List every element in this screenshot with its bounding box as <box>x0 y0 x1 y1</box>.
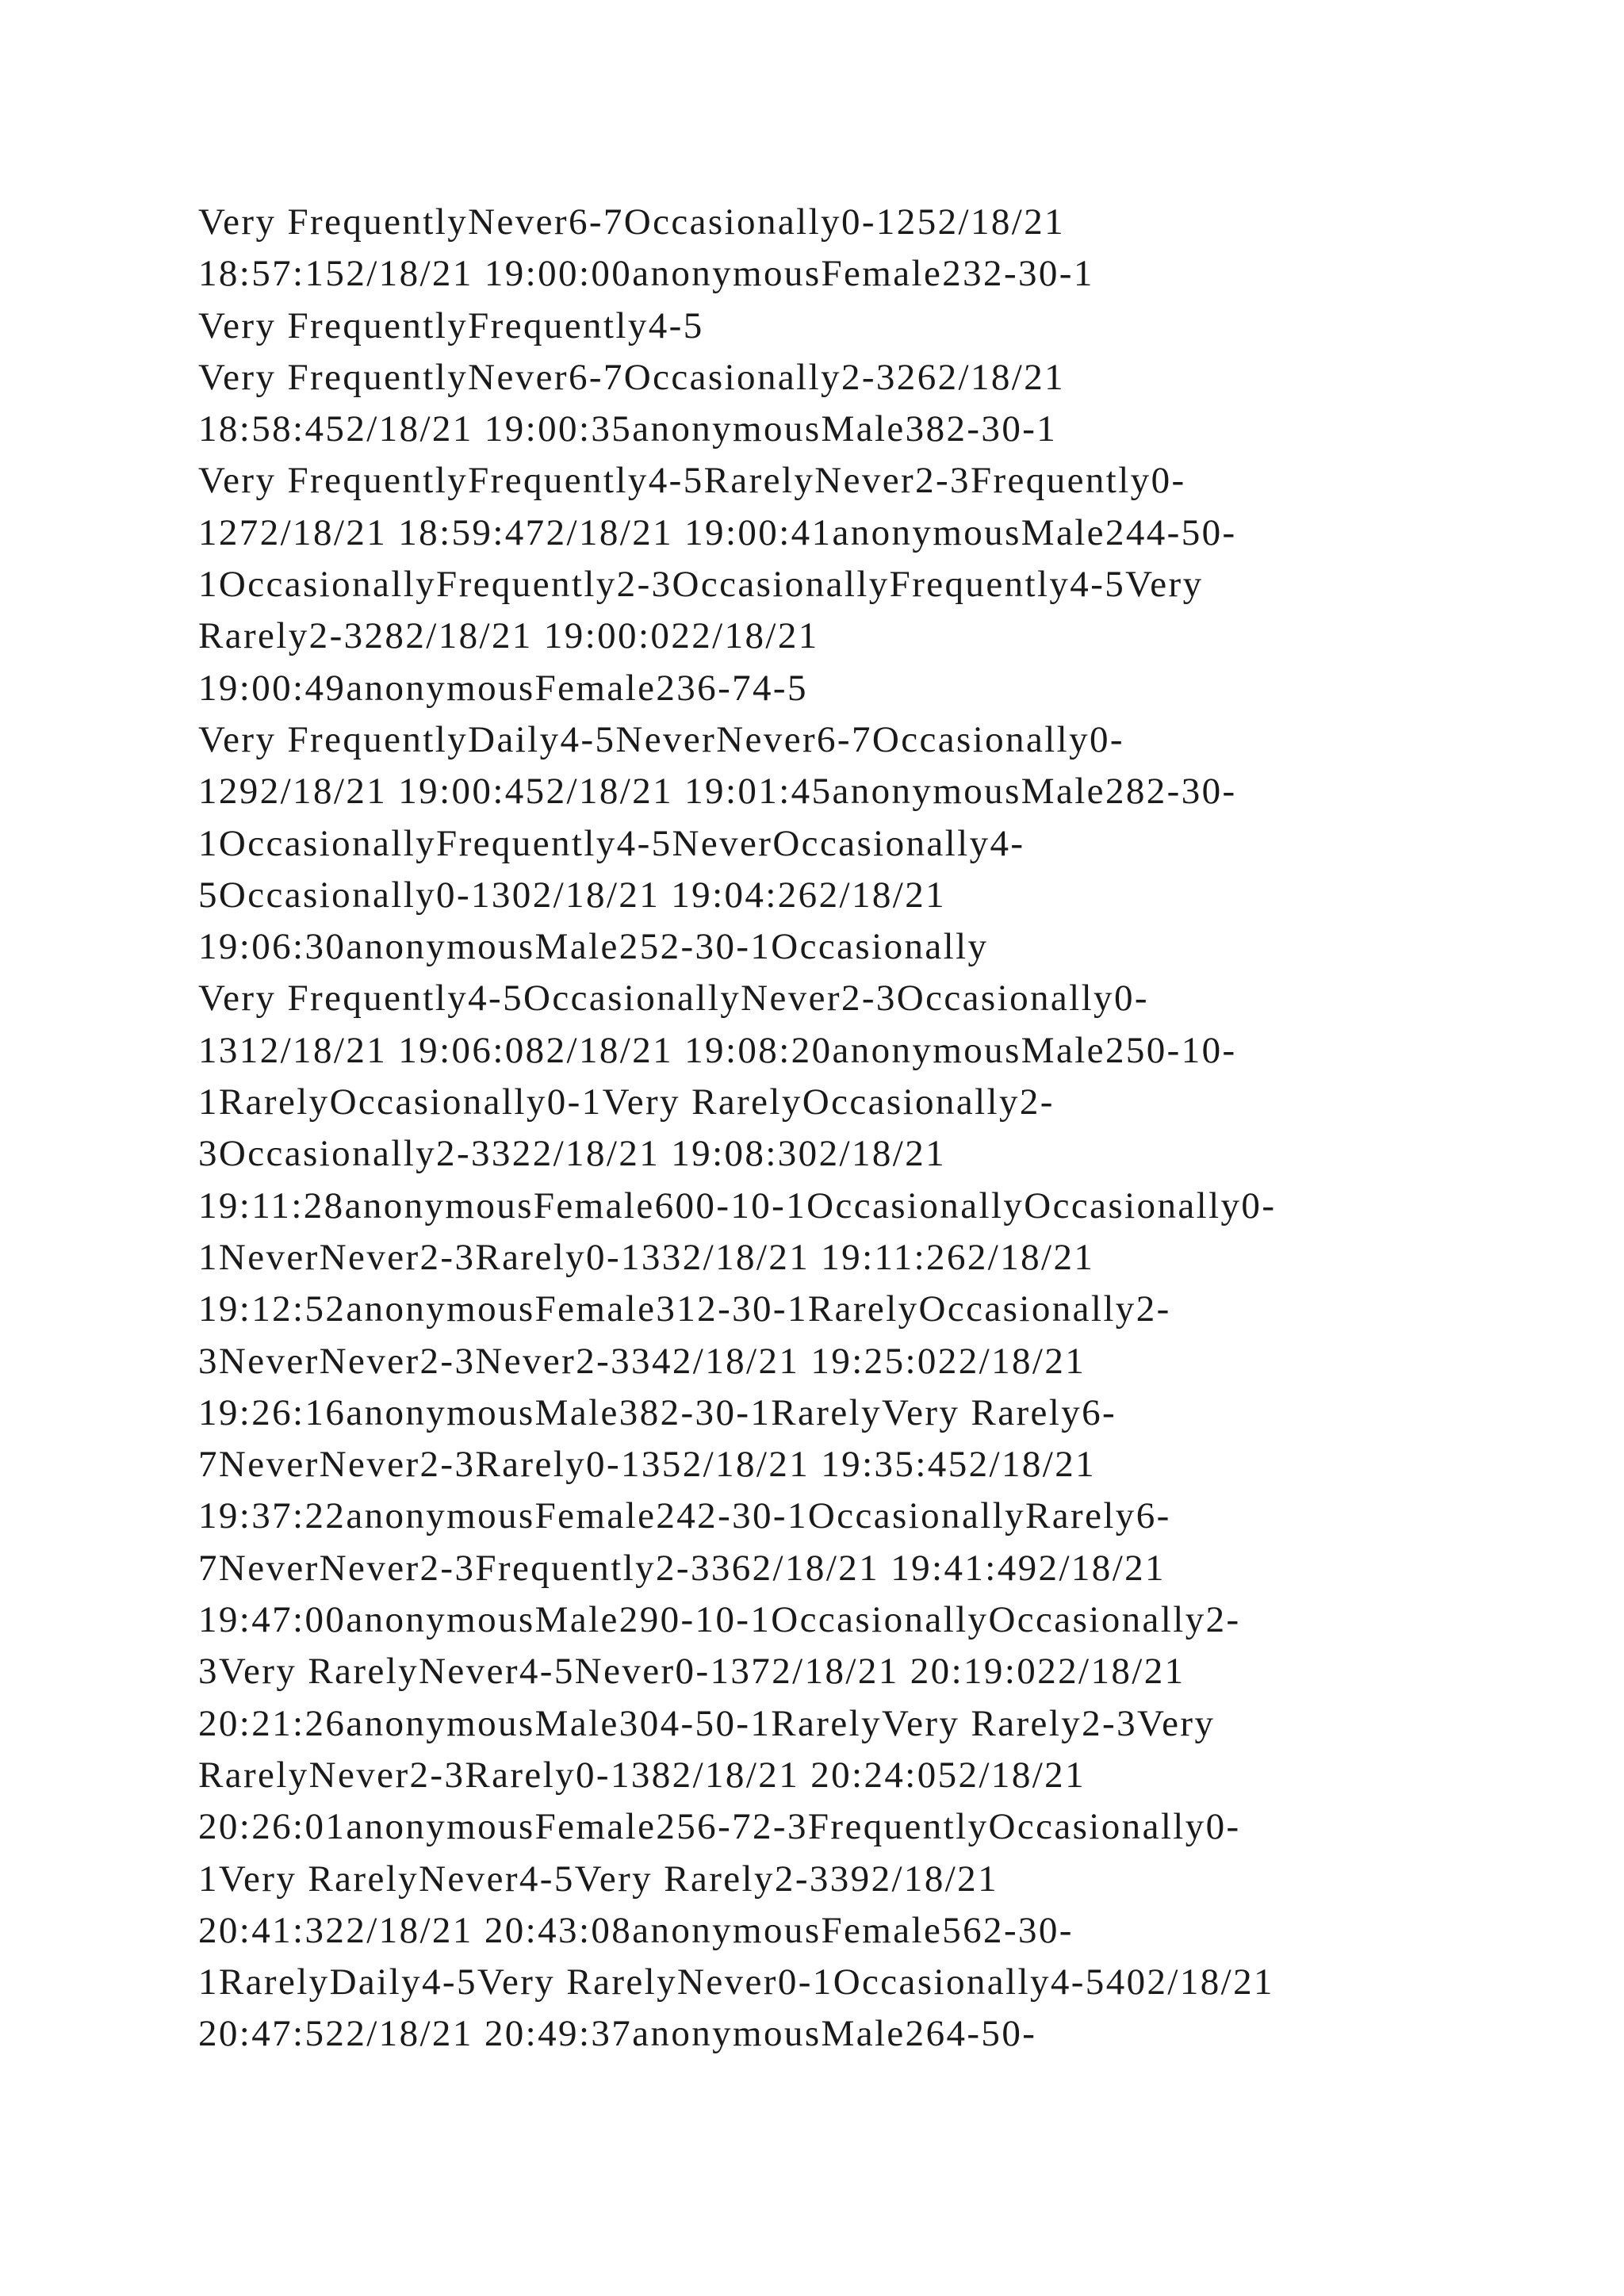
text-line-25: 7NeverNever2-3Rarely0-1352/18/21 19:35:452/18/21 <box>198 1444 1097 1486</box>
text-line-20: 19:11:28anonymousFemale600-10-1OccasionallyOccasionally0- <box>198 1184 1277 1226</box>
text-line-32: 20:26:01anonymousFemale256-72-3FrequentlyOccasionally0- <box>198 1806 1241 1848</box>
text-line-14: 5Occasionally0-1302/18/21 19:04:262/18/21 <box>198 874 946 916</box>
text-line-29: 3Very RarelyNever4-5Never0-1372/18/21 20:19:022/18/21 <box>198 1651 1185 1693</box>
text-line-3: Very FrequentlyFrequently4-5 <box>198 304 704 346</box>
text-line-11: Very FrequentlyDaily4-5NeverNever6-7Occasionally0- <box>198 718 1124 760</box>
text-line-15: 19:06:30anonymousMale252-30-1Occasionally <box>198 926 989 968</box>
text-line-27: 7NeverNever2-3Frequently2-3362/18/21 19:41:492/18/21 <box>198 1547 1166 1589</box>
text-line-1: Very FrequentlyNever6-7Occasionally0-1252/18/21 <box>198 201 1066 243</box>
text-line-5: 18:58:452/18/21 19:00:35anonymousMale382-30-1 <box>198 408 1058 450</box>
text-line-12: 1292/18/21 19:00:452/18/21 19:01:45anonymousMale282-30- <box>198 771 1237 813</box>
text-line-4: Very FrequentlyNever6-7Occasionally2-3262/18/21 <box>198 356 1066 398</box>
text-line-34: 20:41:322/18/21 20:43:08anonymousFemale562-30- <box>198 1909 1074 1951</box>
text-line-2: 18:57:152/18/21 19:00:00anonymousFemale232-30-1 <box>198 253 1094 295</box>
body-text <box>198 197 1467 2061</box>
text-line-7: 1272/18/21 18:59:472/18/21 19:00:41anonymousMale244-50- <box>198 511 1237 553</box>
text-line-31: RarelyNever2-3Rarely0-1382/18/21 20:24:052/18/21 <box>198 1754 1086 1796</box>
text-line-36: 20:47:522/18/21 20:49:37anonymousMale264-50- <box>198 2013 1037 2055</box>
text-line-6: Very FrequentlyFrequently4-5RarelyNever2-3Frequently0- <box>198 460 1186 502</box>
text-line-35: 1RarelyDaily4-5Very RarelyNever0-1Occasionally4-5402/18/21 <box>198 1961 1274 2003</box>
text-line-8: 1OccasionallyFrequently2-3OccasionallyFrequently4-5Very <box>198 564 1204 606</box>
text-line-30: 20:21:26anonymousMale304-50-1RarelyVery Rarely2-3Very <box>198 1702 1216 1744</box>
text-line-13: 1OccasionallyFrequently4-5NeverOccasionally4- <box>198 822 1025 864</box>
text-line-16: Very Frequently4-5OccasionallyNever2-3Occasionally0- <box>198 978 1149 1020</box>
text-line-9: Rarely2-3282/18/21 19:00:022/18/21 <box>198 615 819 657</box>
text-line-28: 19:47:00anonymousMale290-10-1OccasionallyOccasionally2- <box>198 1599 1241 1641</box>
text-line-10: 19:00:49anonymousFemale236-74-5 <box>198 667 808 709</box>
text-line-23: 3NeverNever2-3Never2-3342/18/21 19:25:022/18/21 <box>198 1340 1086 1382</box>
text-line-24: 19:26:16anonymousMale382-30-1RarelyVery Rarely6- <box>198 1391 1117 1433</box>
text-line-22: 19:12:52anonymousFemale312-30-1RarelyOccasionally2- <box>198 1288 1171 1330</box>
text-line-19: 3Occasionally2-3322/18/21 19:08:302/18/21 <box>198 1133 946 1175</box>
text-line-17: 1312/18/21 19:06:082/18/21 19:08:20anonymousMale250-10- <box>198 1029 1237 1071</box>
text-line-18: 1RarelyOccasionally0-1Very RarelyOccasionally2- <box>198 1081 1055 1123</box>
text-line-21: 1NeverNever2-3Rarely0-1332/18/21 19:11:262/18/21 <box>198 1236 1095 1278</box>
text-line-33: 1Very RarelyNever4-5Very Rarely2-3392/18/21 <box>198 1858 998 1900</box>
text-line-26: 19:37:22anonymousFemale242-30-1OccasionallyRarely6- <box>198 1495 1171 1537</box>
